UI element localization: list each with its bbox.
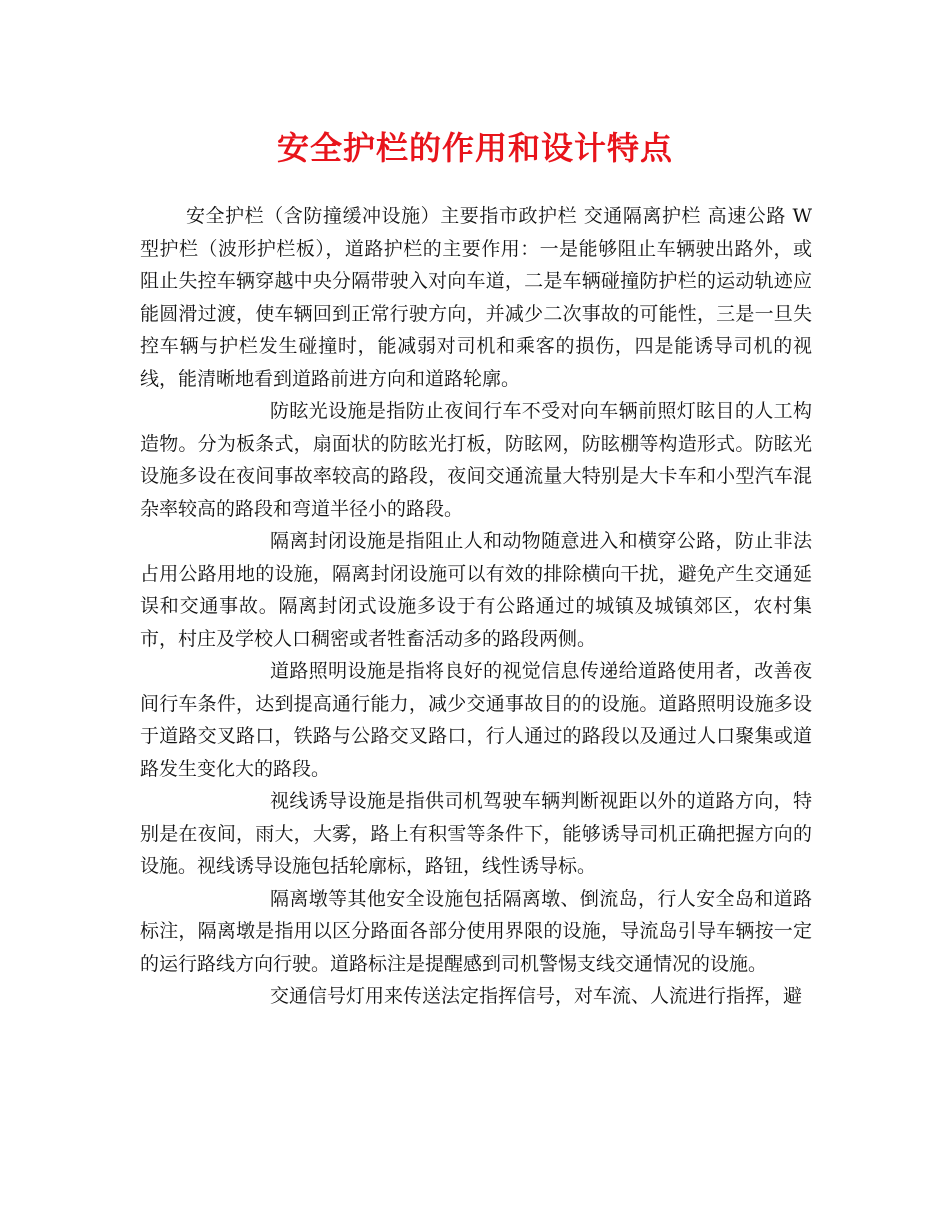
paragraph-visual-guidance: 视线诱导设施是指供司机驾驶车辆判断视距以外的道路方向，特别是在夜间，雨大，大雾，路上有积雪等条件下，能够诱导司机正确把握方向的设施。视线诱导设施包括轮廓标，路钮，线性诱导标。 — [140, 790, 812, 877]
paragraph-guardrail: 安全护栏（含防撞缓冲设施）主要指市政护栏 交通隔离护栏 高速公路 W 型护栏（波形护栏板），道路护栏的主要作用：一是能够阻止车辆驶出路外，或阻止失控车辆穿越中央分隔带驶入对向车道，二是车辆碰撞防护栏的运动轨迹应能圆滑过渡，使车辆回到正常行驶方向，并减少二次事故的可能性，三是一旦失控车辆与护栏发生碰撞时，能减弱对司机和乘客的损伤，四是能诱导司机的视线，能清晰地看到道路前进方向和道路轮廓。 — [140, 205, 812, 390]
paragraph-traffic-signal: 交通信号灯用来传送法定指挥信号，对车流、人流进行指挥，避 — [270, 985, 803, 1007]
paragraph-isolation-fence: 隔离封闭设施是指阻止人和动物随意进入和横穿公路，防止非法占用公路用地的设施，隔离封闭设施可以有效的排除横向干扰，避免产生交通延误和交通事故。隔离封闭式设施多设于有公路通过的城镇及城镇郊区，农村集市，村庄及学校人口稠密或者牲畜活动多的路段两侧。 — [140, 530, 812, 650]
paragraph-road-lighting: 道路照明设施是指将良好的视觉信息传递给道路使用者，改善夜间行车条件，达到提高通行能力，减少交通事故目的的设施。道路照明设施多设于道路交叉路口，铁路与公路交叉路口，行人通过的路段以及通过人口聚集或道路发生变化大的路段。 — [140, 660, 812, 780]
paragraph-anti-glare: 防眩光设施是指防止夜间行车不受对向车辆前照灯眩目的人工构造物。分为板条式，扇面状的防眩光打板，防眩网，防眩棚等构造形式。防眩光设施多设在夜间事故率较高的路段，夜间交通流量大特别是大卡车和小型汽车混杂率较高的路段和弯道半径小的路段。 — [140, 400, 812, 520]
document-body — [140, 200, 812, 1013]
document-title: 安全护栏的作用和设计特点 — [276, 129, 673, 167]
paragraph-isolation-pier: 隔离墩等其他安全设施包括隔离墩、倒流岛，行人安全岛和道路标注，隔离墩是指用以区分路面各部分使用界限的设施，导流岛引导车辆按一定的运行路线方向行驶。道路标注是提醒感到司机警惕支线交通情况的设施。 — [140, 887, 812, 975]
